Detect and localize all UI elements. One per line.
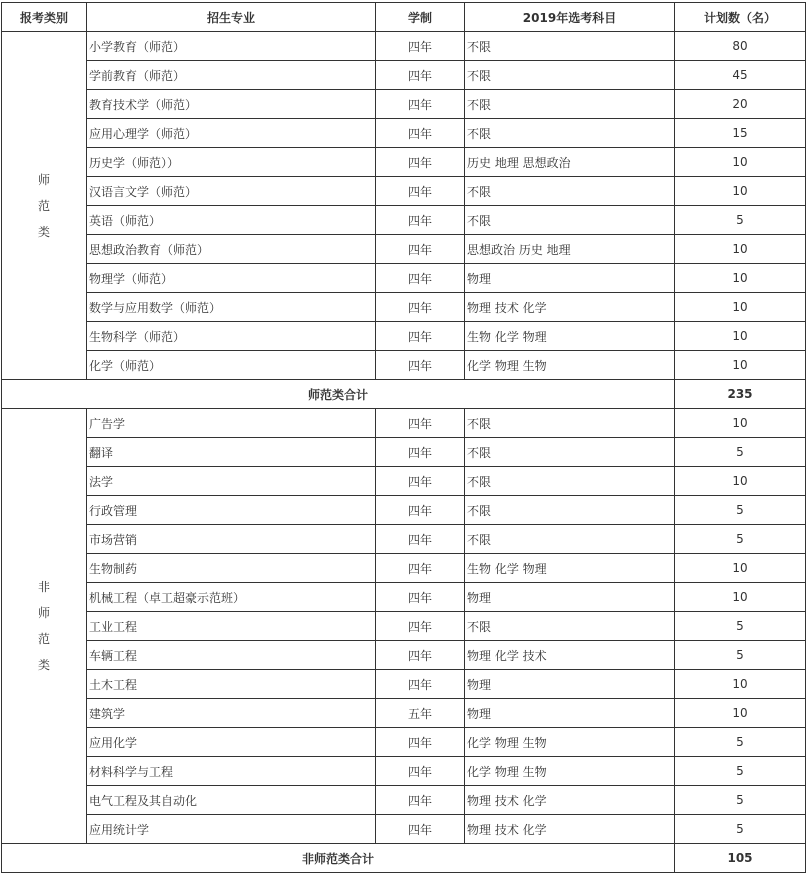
duration-cell: 四年 bbox=[376, 583, 465, 612]
plan-count-cell: 10 bbox=[675, 670, 806, 699]
plan-count-cell: 10 bbox=[675, 322, 806, 351]
major-cell: 历史学（师范）） bbox=[87, 148, 376, 177]
subjects-cell: 思想政治 历史 地理 bbox=[465, 235, 675, 264]
major-cell: 市场营销 bbox=[87, 525, 376, 554]
duration-cell: 四年 bbox=[376, 554, 465, 583]
plan-count-cell: 10 bbox=[675, 554, 806, 583]
plan-count-cell: 5 bbox=[675, 641, 806, 670]
category-char: 师 bbox=[37, 606, 50, 620]
major-cell: 行政管理 bbox=[87, 496, 376, 525]
major-cell: 小学教育（师范） bbox=[87, 32, 376, 61]
plan-count-cell: 80 bbox=[675, 32, 806, 61]
plan-count-cell: 10 bbox=[675, 351, 806, 380]
subjects-cell: 物理 bbox=[465, 583, 675, 612]
duration-cell: 四年 bbox=[376, 815, 465, 844]
table-row bbox=[2, 467, 806, 496]
major-cell: 建筑学 bbox=[87, 699, 376, 728]
subjects-cell: 不限 bbox=[465, 32, 675, 61]
subjects-cell: 不限 bbox=[465, 467, 675, 496]
duration-cell: 四年 bbox=[376, 641, 465, 670]
subjects-cell: 不限 bbox=[465, 612, 675, 641]
subjects-cell: 不限 bbox=[465, 206, 675, 235]
major-cell: 材料科学与工程 bbox=[87, 757, 376, 786]
table-row bbox=[2, 119, 806, 148]
table-row bbox=[2, 583, 806, 612]
major-cell: 学前教育（师范） bbox=[87, 61, 376, 90]
duration-cell: 四年 bbox=[376, 148, 465, 177]
plan-count-cell: 5 bbox=[675, 496, 806, 525]
subjects-cell: 物理 技术 化学 bbox=[465, 815, 675, 844]
subtotal-value: 235 bbox=[675, 380, 806, 409]
subjects-cell: 物理 技术 化学 bbox=[465, 786, 675, 815]
subjects-cell: 不限 bbox=[465, 61, 675, 90]
plan-count-cell: 10 bbox=[675, 235, 806, 264]
major-cell: 翻译 bbox=[87, 438, 376, 467]
major-cell: 物理学（师范） bbox=[87, 264, 376, 293]
major-cell: 法学 bbox=[87, 467, 376, 496]
subjects-cell: 历史 地理 思想政治 bbox=[465, 148, 675, 177]
duration-cell: 四年 bbox=[376, 322, 465, 351]
plan-count-cell: 5 bbox=[675, 786, 806, 815]
plan-count-cell: 10 bbox=[675, 264, 806, 293]
table-row bbox=[2, 815, 806, 844]
plan-count-cell: 10 bbox=[675, 409, 806, 438]
subjects-cell: 化学 物理 生物 bbox=[465, 757, 675, 786]
duration-cell: 四年 bbox=[376, 119, 465, 148]
enrollment-plan-table bbox=[1, 2, 806, 873]
subjects-cell: 物理 bbox=[465, 699, 675, 728]
subjects-cell: 不限 bbox=[465, 119, 675, 148]
major-cell: 英语（师范） bbox=[87, 206, 376, 235]
plan-count-cell: 10 bbox=[675, 148, 806, 177]
duration-cell: 四年 bbox=[376, 757, 465, 786]
major-cell: 思想政治教育（师范） bbox=[87, 235, 376, 264]
major-cell: 生物制药 bbox=[87, 554, 376, 583]
duration-cell: 四年 bbox=[376, 438, 465, 467]
major-cell: 生物科学（师范） bbox=[87, 322, 376, 351]
major-cell: 土木工程 bbox=[87, 670, 376, 699]
major-cell: 汉语言文学（师范） bbox=[87, 177, 376, 206]
category-char: 类 bbox=[37, 658, 50, 672]
category-cell bbox=[2, 409, 87, 844]
subjects-cell: 物理 bbox=[465, 670, 675, 699]
plan-count-cell: 5 bbox=[675, 612, 806, 641]
major-cell: 机械工程（卓工超豪示范班） bbox=[87, 583, 376, 612]
duration-cell: 四年 bbox=[376, 264, 465, 293]
subjects-cell: 物理 bbox=[465, 264, 675, 293]
plan-count-cell: 5 bbox=[675, 728, 806, 757]
category-cell bbox=[2, 32, 87, 380]
table-row bbox=[2, 90, 806, 119]
subjects-cell: 不限 bbox=[465, 90, 675, 119]
table-row bbox=[2, 641, 806, 670]
category-char: 非 bbox=[37, 580, 50, 594]
table-row bbox=[2, 728, 806, 757]
subtotal-label: 师范类合计 bbox=[2, 380, 675, 409]
subjects-cell: 生物 化学 物理 bbox=[465, 322, 675, 351]
duration-cell: 四年 bbox=[376, 206, 465, 235]
header-major: 招生专业 bbox=[87, 3, 376, 32]
duration-cell: 四年 bbox=[376, 351, 465, 380]
header-plan-count: 计划数（名） bbox=[675, 3, 806, 32]
table-row bbox=[2, 786, 806, 815]
duration-cell: 四年 bbox=[376, 612, 465, 641]
major-cell: 应用统计学 bbox=[87, 815, 376, 844]
subtotal-label: 非师范类合计 bbox=[2, 844, 675, 873]
duration-cell: 五年 bbox=[376, 699, 465, 728]
subjects-cell: 化学 物理 生物 bbox=[465, 351, 675, 380]
plan-count-cell: 45 bbox=[675, 61, 806, 90]
category-char: 师 bbox=[37, 172, 50, 187]
table-row bbox=[2, 293, 806, 322]
table-row bbox=[2, 32, 806, 61]
plan-count-cell: 10 bbox=[675, 293, 806, 322]
plan-count-cell: 5 bbox=[675, 438, 806, 467]
duration-cell: 四年 bbox=[376, 177, 465, 206]
plan-count-cell: 5 bbox=[675, 525, 806, 554]
major-cell: 应用心理学（师范） bbox=[87, 119, 376, 148]
major-cell: 电气工程及其自动化 bbox=[87, 786, 376, 815]
subtotal-row bbox=[2, 844, 806, 873]
category-char: 范 bbox=[37, 198, 50, 213]
subjects-cell: 化学 物理 生物 bbox=[465, 728, 675, 757]
subjects-cell: 不限 bbox=[465, 409, 675, 438]
table-row bbox=[2, 670, 806, 699]
subjects-cell: 不限 bbox=[465, 177, 675, 206]
table-row bbox=[2, 496, 806, 525]
table-row bbox=[2, 699, 806, 728]
duration-cell: 四年 bbox=[376, 235, 465, 264]
table-row bbox=[2, 235, 806, 264]
duration-cell: 四年 bbox=[376, 496, 465, 525]
major-cell: 广告学 bbox=[87, 409, 376, 438]
header-subjects: 2019年选考科目 bbox=[465, 3, 675, 32]
plan-count-cell: 5 bbox=[675, 206, 806, 235]
table-row bbox=[2, 264, 806, 293]
duration-cell: 四年 bbox=[376, 409, 465, 438]
table-row bbox=[2, 438, 806, 467]
table-row bbox=[2, 554, 806, 583]
subjects-cell: 不限 bbox=[465, 438, 675, 467]
duration-cell: 四年 bbox=[376, 786, 465, 815]
table-row bbox=[2, 177, 806, 206]
subjects-cell: 不限 bbox=[465, 496, 675, 525]
duration-cell: 四年 bbox=[376, 32, 465, 61]
category-char: 类 bbox=[37, 224, 50, 239]
table-row bbox=[2, 409, 806, 438]
duration-cell: 四年 bbox=[376, 670, 465, 699]
major-cell: 化学（师范） bbox=[87, 351, 376, 380]
duration-cell: 四年 bbox=[376, 525, 465, 554]
plan-count-cell: 5 bbox=[675, 757, 806, 786]
subjects-cell: 物理 技术 化学 bbox=[465, 293, 675, 322]
table-row bbox=[2, 525, 806, 554]
plan-count-cell: 10 bbox=[675, 583, 806, 612]
header-duration: 学制 bbox=[376, 3, 465, 32]
duration-cell: 四年 bbox=[376, 467, 465, 496]
table-row bbox=[2, 148, 806, 177]
table-row bbox=[2, 322, 806, 351]
major-cell: 工业工程 bbox=[87, 612, 376, 641]
plan-count-cell: 10 bbox=[675, 699, 806, 728]
table-body bbox=[2, 32, 806, 873]
subjects-cell: 物理 化学 技术 bbox=[465, 641, 675, 670]
table-row bbox=[2, 61, 806, 90]
table-row bbox=[2, 206, 806, 235]
table-row bbox=[2, 612, 806, 641]
duration-cell: 四年 bbox=[376, 293, 465, 322]
plan-count-cell: 15 bbox=[675, 119, 806, 148]
major-cell: 应用化学 bbox=[87, 728, 376, 757]
table-row bbox=[2, 757, 806, 786]
duration-cell: 四年 bbox=[376, 728, 465, 757]
subtotal-value: 105 bbox=[675, 844, 806, 873]
plan-count-cell: 10 bbox=[675, 177, 806, 206]
major-cell: 数学与应用数学（师范） bbox=[87, 293, 376, 322]
plan-count-cell: 5 bbox=[675, 815, 806, 844]
duration-cell: 四年 bbox=[376, 90, 465, 119]
duration-cell: 四年 bbox=[376, 61, 465, 90]
plan-count-cell: 20 bbox=[675, 90, 806, 119]
subjects-cell: 生物 化学 物理 bbox=[465, 554, 675, 583]
major-cell: 教育技术学（师范） bbox=[87, 90, 376, 119]
major-cell: 车辆工程 bbox=[87, 641, 376, 670]
header-row bbox=[2, 3, 806, 32]
table-row bbox=[2, 351, 806, 380]
subjects-cell: 不限 bbox=[465, 525, 675, 554]
category-char: 范 bbox=[37, 632, 50, 646]
plan-count-cell: 10 bbox=[675, 467, 806, 496]
subtotal-row bbox=[2, 380, 806, 409]
header-category: 报考类别 bbox=[2, 3, 87, 32]
